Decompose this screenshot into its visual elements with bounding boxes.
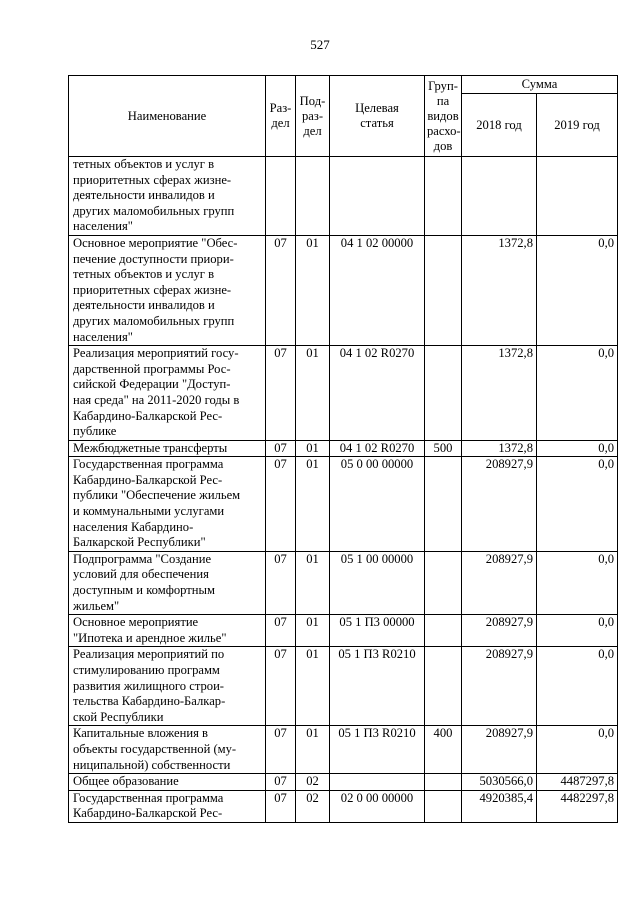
row-razdel: 07 [266,235,296,345]
row-name-line: объекты государственной (му- [73,741,237,756]
row-name-line: приоритетных сферах жизне- [73,282,232,297]
row-target: 05 1 00 00000 [330,551,425,614]
row-target [330,774,425,791]
row-name-line: стимулированию программ [73,663,220,677]
table-row [69,346,618,441]
row-sum-2019: 0,0 [537,726,618,774]
row-name-line: Подпрограмма "Создание [73,551,212,566]
row-name-line: Реализация мероприятий госу- [73,346,239,361]
row-group [425,457,462,552]
row-razdel: 07 [266,440,296,457]
row-group [425,615,462,647]
table-row [69,647,618,726]
row-name [69,440,266,457]
header-sum: Сумма [462,76,618,94]
row-name-line: публике [73,424,117,439]
row-target: 04 1 02 R0270 [330,440,425,457]
row-sum-2019: 4482297,8 [537,790,618,822]
row-target: 05 0 00 00000 [330,457,425,552]
row-name-line: Основное мероприятие [73,615,199,630]
row-group [425,551,462,614]
row-sum-2018: 5030566,0 [462,774,537,791]
row-name-line: развития жилищного строи- [73,678,225,693]
row-name [69,551,266,614]
row-sum-2018: 1372,8 [462,235,537,345]
row-name-line: Государственная программа [73,457,224,472]
row-razdel: 07 [266,790,296,822]
page-number: 527 [310,37,330,52]
row-name-line: жильем" [73,598,120,613]
table-row [69,726,618,774]
row-name-line: тетных объектов и услуг в [73,267,215,282]
row-group [425,157,462,236]
row-sum-2019: 0,0 [537,647,618,726]
row-name-line: сийской Федерации "Доступ- [73,377,231,392]
row-podrazdel: 01 [296,551,330,614]
row-razdel: 07 [266,774,296,791]
row-name-line: публики "Обеспечение жильем [73,488,241,503]
row-name-line: Кабардино-Балкарской Рес- [73,472,223,487]
row-sum-2018: 208927,9 [462,457,537,552]
header-name: Наименование [69,76,266,157]
table-header [69,76,618,157]
row-group [425,346,462,441]
row-razdel: 07 [266,346,296,441]
row-target: 04 1 02 R0270 [330,346,425,441]
row-name-line: Капитальные вложения в [73,726,209,741]
table-row [69,774,618,791]
table-row [69,440,618,457]
row-name-line: условий для обеспечения [73,567,209,582]
row-name-line: ской Республики [73,709,164,724]
row-razdel: 07 [266,647,296,726]
header-2018: 2018 год [462,94,537,157]
row-target: 05 1 П3 R0210 [330,647,425,726]
row-sum-2018: 208927,9 [462,551,537,614]
row-sum-2018: 208927,9 [462,647,537,726]
row-name [69,726,266,774]
row-target: 04 1 02 00000 [330,235,425,345]
row-name-line: населения" [73,219,133,234]
header-razdel: Раз- дел [266,76,296,157]
row-name [69,235,266,345]
row-podrazdel: 01 [296,346,330,441]
row-group [425,774,462,791]
row-name [69,647,266,726]
row-target: 02 0 00 00000 [330,790,425,822]
row-podrazdel: 01 [296,726,330,774]
row-name-line: тетных объектов и услуг в [73,157,215,171]
row-name [69,457,266,552]
row-name-line: Реализация мероприятий по [73,647,225,662]
table-row [69,235,618,345]
row-name-line: Общее образование [73,774,179,789]
table-row [69,457,618,552]
table-row [69,157,618,236]
row-name [69,790,266,822]
row-name-line: "Ипотека и арендное жилье" [73,630,227,645]
row-name-line: печение доступности приори- [73,251,234,266]
row-razdel: 07 [266,457,296,552]
row-podrazdel: 01 [296,235,330,345]
row-name-line: других маломобильных групп [73,203,235,218]
row-sum-2019: 0,0 [537,615,618,647]
row-target: 05 1 П3 R0210 [330,726,425,774]
table-row [69,615,618,647]
row-razdel [266,157,296,236]
table-body [69,157,618,823]
row-podrazdel [296,157,330,236]
row-name-line: населения Кабардино- [73,519,194,534]
row-podrazdel: 02 [296,774,330,791]
budget-table [68,75,618,823]
header-target: Целевая статья [330,76,425,157]
row-name-line: Государственная программа [73,790,224,805]
row-name [69,774,266,791]
row-podrazdel: 01 [296,457,330,552]
row-name [69,157,266,236]
row-name-line: ниципальной) собственности [73,757,231,772]
header-group: Груп- па видов расхо- дов [425,76,462,157]
table-row [69,790,618,822]
row-name-line: доступным и комфортным [73,583,215,598]
row-sum-2019: 0,0 [537,551,618,614]
row-name-line: Кабардино-Балкарской Рес- [73,806,223,821]
row-sum-2018: 208927,9 [462,615,537,647]
row-sum-2018 [462,157,537,236]
row-target: 05 1 П3 00000 [330,615,425,647]
row-name-line: населения" [73,329,133,344]
header-podrazdel: Под- раз- дел [296,76,330,157]
table-row [69,551,618,614]
row-target [330,157,425,236]
row-sum-2018: 1372,8 [462,440,537,457]
row-group [425,790,462,822]
row-name-line: Балкарской Республики" [73,535,206,550]
row-sum-2018: 4920385,4 [462,790,537,822]
row-name [69,615,266,647]
row-razdel: 07 [266,615,296,647]
row-podrazdel: 01 [296,615,330,647]
row-name-line: дарственной программы Рос- [73,361,231,376]
row-sum-2019: 0,0 [537,235,618,345]
row-name-line: Кабардино-Балкарской Рес- [73,408,223,423]
row-name-line: тельства Кабардино-Балкар- [73,694,226,709]
row-name-line: Межбюджетные трансферты [73,440,228,455]
row-name-line: деятельности инвалидов и [73,298,215,313]
row-podrazdel: 01 [296,647,330,726]
row-sum-2019 [537,157,618,236]
header-2019: 2019 год [537,94,618,157]
row-name-line: других маломобильных групп [73,313,235,328]
row-sum-2019: 0,0 [537,457,618,552]
row-name-line: приоритетных сферах жизне- [73,172,232,187]
row-sum-2019: 4487297,8 [537,774,618,791]
row-podrazdel: 02 [296,790,330,822]
row-group [425,647,462,726]
row-razdel: 07 [266,551,296,614]
row-sum-2019: 0,0 [537,440,618,457]
row-sum-2018: 1372,8 [462,346,537,441]
row-podrazdel: 01 [296,440,330,457]
row-group: 400 [425,726,462,774]
row-name-line: Основное мероприятие "Обес- [73,235,238,250]
row-name-line: деятельности инвалидов и [73,188,215,203]
row-group [425,235,462,345]
row-sum-2019: 0,0 [537,346,618,441]
row-name [69,346,266,441]
row-razdel: 07 [266,726,296,774]
row-sum-2018: 208927,9 [462,726,537,774]
row-group: 500 [425,440,462,457]
row-name-line: и коммунальными услугами [73,504,225,519]
row-name-line: ная среда" на 2011-2020 годы в [73,392,240,407]
